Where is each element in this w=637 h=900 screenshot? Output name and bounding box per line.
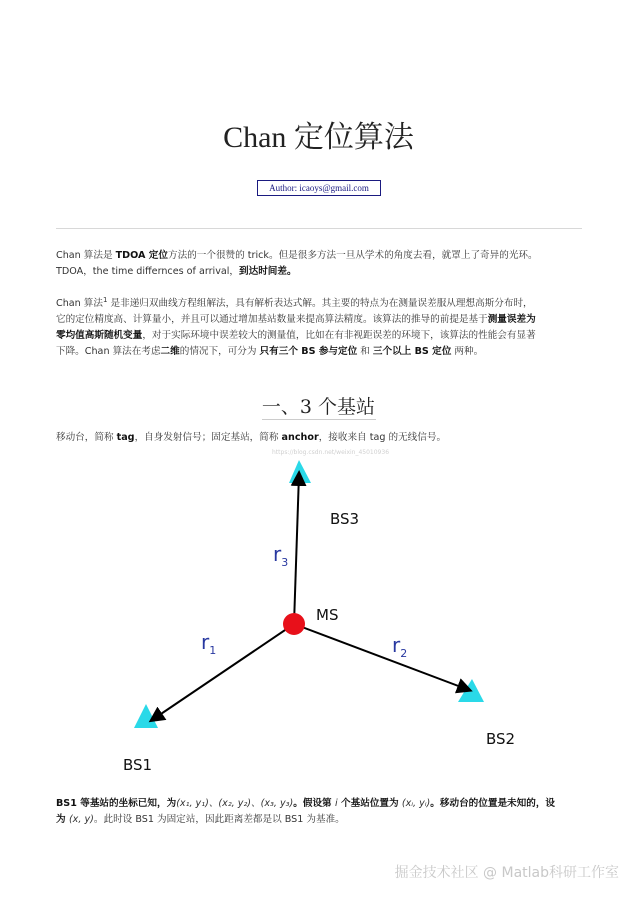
bs2-label: BS2 [486,730,516,748]
intro-paragraph-1: Chan 算法是 TDOA 定位方法的一个很赞的 trick。但是很多方法一旦从学术的角度去看，就罩上了奇异的光环。 TDOA，the time differnces of arrival，到达时间差。 [56,250,538,277]
ms-label: MS [316,606,339,624]
arrow-to-bs1 [152,624,294,720]
divider [56,228,582,229]
ms-mobile-icon [283,613,305,635]
arrow-to-bs3 [294,474,299,624]
faint-url-watermark: https://blog.csdn.net/weixin_45010936 [272,449,390,456]
author-box: Author: icaoys@gmail.com [257,180,381,196]
bottom-paragraph: BS1 等基站的坐标已知，为(x₁, y₁)、(x₂, y₂)、(x₃, y₃)。假设第 i 个基站位置为 (xᵢ, yᵢ)。移动台的位置是未知的，设 为 (x, y)。此时设 BS1 为固定站，因此距离差都是以 BS1 为基准。 [56,798,556,825]
bs1-station-icon [134,704,158,728]
bs3-label: BS3 [330,510,360,528]
range-r3-label: $r_3$ [273,542,289,569]
range-r2-label: $r_2$ [392,633,408,660]
arrow-to-bs2 [294,624,469,690]
page-title: Chan 定位算法 [223,121,414,154]
intro-paragraph-2: Chan 算法$^1$ 是非递归双曲线方程组解法，具有解析表达式解。其主要的特点为在测量误差服从理想高斯分布时， 它的定位精度高、计算量小，并且可以通过增加基站数量来提高算法精度。该算法的推导的前提是基于测量误差为 零均值高斯随机变量，对于实际环境中误差较大的测量值，比如在有非视距误差的环境下，该算法的性能会有显著 下降。Chan 算法在考虑二维的情况下，可分为 只有三个 BS 参与定位 和 三个以上 BS 定位 两种。 [56,296,536,358]
bs2-station-icon [458,679,484,702]
range-r1-label: $r_1$ [201,630,217,657]
footer-watermark: 掘金技术社区 @ Matlab科研工作室 [394,865,619,881]
section-divider [262,419,376,420]
section-heading: 一、3 个基站 [261,396,376,418]
section-description: 移动台，简称 tag，自身发射信号；固定基站，简称 anchor，接收来自 tag 的无线信号。 [56,432,447,443]
bs1-label: BS1 [123,756,153,774]
bs3-station-icon [289,460,311,483]
